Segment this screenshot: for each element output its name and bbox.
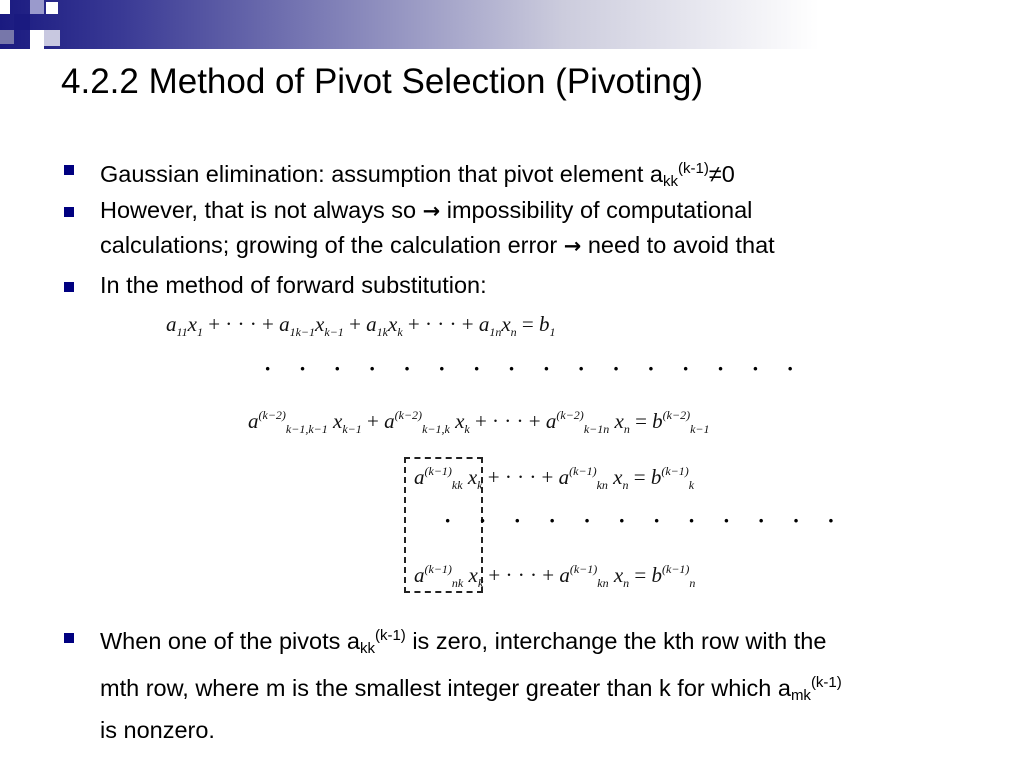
eq-superscript: (k−2): [556, 408, 584, 422]
bullet-text: However, that is not always so: [100, 197, 423, 223]
bullet-text: Gaussian elimination: assumption that pivot element a: [100, 161, 664, 187]
eq-subscript: k: [477, 576, 484, 590]
eq-subscript: 1k−1: [289, 325, 316, 339]
eq-symbol: a: [384, 409, 395, 433]
eq-superscript: (k−1): [424, 562, 452, 576]
eq-symbol: x: [455, 409, 465, 433]
eq-symbol: x: [467, 465, 478, 489]
eq-subscript: k−1: [342, 422, 362, 436]
eq-superscript: (k−2): [258, 408, 286, 422]
eq-symbol: a: [414, 465, 425, 489]
eq-symbol: b: [652, 409, 663, 433]
equation-row-3: [414, 464, 694, 493]
eq-symbol: a: [248, 409, 259, 433]
eq-subscript: k−1,k: [422, 422, 450, 436]
eq-operator: =: [635, 409, 647, 433]
eq-superscript: (k−1): [569, 464, 597, 478]
eq-subscript: k: [688, 478, 695, 492]
subscript: mk: [790, 687, 811, 704]
bullet-text: When one of the pivots a: [100, 628, 360, 654]
bullet-text: is zero, interchange the kth row with the: [405, 628, 827, 654]
equation-row-2: [248, 408, 710, 437]
bullet-text: need to avoid that: [581, 232, 775, 258]
eq-operator: + · · · +: [208, 312, 274, 336]
subscript: kk: [359, 640, 375, 657]
eq-symbol: x: [387, 312, 398, 336]
logo-square-3: [30, 0, 44, 14]
bullet-interchange-rows: [100, 619, 1000, 747]
eq-symbol: x: [468, 563, 478, 587]
superscript: (k-1): [374, 627, 406, 644]
superscript: (k-1): [678, 160, 709, 177]
eq-subscript: 1n: [489, 325, 502, 339]
subscript: kk: [663, 173, 679, 190]
eq-subscript: 11: [176, 325, 188, 339]
eq-superscript: (k−1): [662, 562, 690, 576]
eq-subscript: n: [510, 325, 517, 339]
eq-symbol: a: [559, 563, 570, 587]
eq-symbol: x: [333, 409, 343, 433]
bullet-not-always: [100, 193, 1000, 263]
bullet-forward-substitution: In the method of forward substitution:: [100, 272, 487, 298]
eq-subscript: 1: [549, 325, 556, 339]
eq-superscript: (k−1): [569, 562, 598, 576]
eq-symbol: b: [650, 465, 662, 489]
eq-subscript: nk: [451, 576, 464, 590]
eq-subscript: k−1: [690, 422, 710, 436]
header-gradient-band: [0, 0, 1024, 49]
eq-operator: +: [367, 409, 379, 433]
bullet-text: impossibility of computational: [440, 197, 753, 223]
eq-superscript: (k−1): [661, 464, 689, 478]
eq-operator: +: [349, 312, 361, 336]
superscript: (k-1): [810, 674, 842, 691]
right-arrow-icon: →: [563, 234, 582, 258]
eq-subscript: 1k: [376, 325, 388, 339]
eq-symbol: a: [366, 312, 377, 336]
eq-subscript: n: [622, 478, 629, 492]
eq-symbol: a: [414, 563, 425, 587]
eq-subscript: kn: [597, 576, 609, 590]
bullet-text: ≠0: [708, 161, 735, 187]
eq-operator: + · · · +: [488, 563, 555, 587]
eq-superscript: (k−2): [662, 408, 691, 422]
eq-subscript: k−1,k−1: [285, 422, 328, 436]
equation-row-1: [166, 312, 555, 340]
right-arrow-icon: →: [422, 199, 441, 223]
eq-superscript: (k−1): [424, 464, 452, 478]
eq-symbol: a: [166, 312, 177, 336]
logo-square-5: [30, 30, 44, 49]
bullet-text: mth row, where m is the smallest integer greater than k for which a: [100, 675, 791, 701]
square-bullet-icon: [64, 282, 74, 292]
equation-ellipsis-row-2: · · · · · · · · · · · ·: [444, 508, 846, 533]
eq-operator: + · · · +: [474, 409, 541, 433]
eq-subscript: n: [623, 576, 630, 590]
eq-subscript: kk: [451, 478, 463, 492]
eq-symbol: x: [613, 465, 623, 489]
eq-symbol: a: [279, 312, 290, 336]
eq-symbol: b: [538, 312, 550, 336]
bullet-pivot-assumption: [100, 152, 1000, 199]
eq-symbol: x: [614, 409, 624, 433]
eq-subscript: n: [623, 422, 630, 436]
bullet-text: calculations; growing of the calculation error: [100, 232, 564, 258]
eq-symbol: x: [501, 312, 511, 336]
eq-subscript: k: [397, 325, 403, 339]
eq-symbol: a: [558, 465, 570, 489]
equation-row-4: [414, 562, 695, 591]
eq-subscript: k−1: [324, 325, 344, 339]
eq-superscript: (k−2): [394, 408, 423, 422]
equation-ellipsis-row: · · · · · · · · · · · · · · · ·: [264, 356, 805, 381]
eq-symbol: x: [187, 312, 197, 336]
eq-subscript: k: [477, 478, 483, 492]
eq-subscript: k−1n: [583, 422, 610, 436]
eq-symbol: b: [651, 563, 662, 587]
logo-square-1: [0, 0, 10, 14]
square-bullet-icon: [64, 165, 74, 175]
logo-square-7: [0, 30, 14, 44]
bullet-text: is nonzero.: [100, 717, 215, 743]
eq-operator: =: [521, 312, 534, 336]
eq-operator: =: [633, 465, 646, 489]
eq-symbol: x: [315, 312, 325, 336]
logo-square-4: [46, 2, 58, 14]
eq-subscript: kn: [596, 478, 608, 492]
eq-symbol: a: [545, 409, 557, 433]
logo-square-6: [44, 30, 60, 46]
eq-operator: + · · · +: [407, 312, 474, 336]
square-bullet-icon: [64, 633, 74, 643]
eq-subscript: n: [689, 576, 696, 590]
eq-symbol: a: [478, 312, 490, 336]
eq-operator: + · · · +: [487, 465, 554, 489]
eq-subscript: k: [464, 422, 470, 436]
slide-title: 4.2.2 Method of Pivot Selection (Pivoting): [61, 62, 704, 101]
eq-subscript: 1: [196, 325, 203, 339]
eq-operator: =: [634, 563, 647, 587]
logo-square-2: [14, 14, 30, 30]
eq-symbol: x: [613, 563, 624, 587]
square-bullet-icon: [64, 207, 74, 217]
